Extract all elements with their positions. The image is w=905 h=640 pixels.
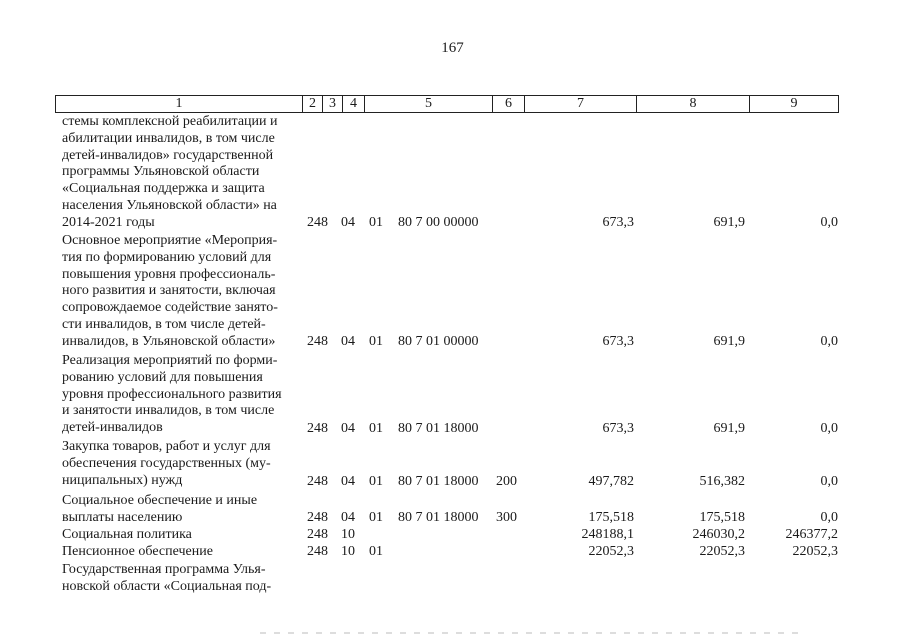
description-line: программы Ульяновской области	[62, 164, 260, 180]
cell-amount-1: 22052,3	[588, 544, 634, 559]
cell-section: 10	[341, 527, 355, 542]
cell-amount-1: 175,518	[588, 510, 634, 525]
cell-amount-2: 691,9	[713, 334, 745, 349]
header-col-3: 3	[322, 96, 342, 112]
cell-subsection: 01	[369, 544, 383, 559]
description-line: 2014-2021 годы	[62, 214, 155, 230]
description-line: Государственная программа Улья-	[62, 562, 266, 577]
cell-amount-2: 516,382	[699, 474, 745, 489]
header-col-8: 8	[636, 96, 749, 112]
cell-amount-3: 0,0	[820, 474, 838, 489]
description-line: Реализация мероприятий по форми-	[62, 353, 278, 368]
cell-subsection: 01	[369, 421, 383, 436]
description-line: обеспечения государственных (му-	[62, 455, 271, 471]
description-line: ного развития и занятости, включая	[62, 283, 276, 299]
cell-section: 04	[341, 421, 355, 436]
cell-subsection: 01	[369, 334, 383, 349]
description-line: и занятости инвалидов, в том числе	[62, 403, 275, 419]
cell-admin-code: 248	[307, 474, 328, 489]
cell-subsection: 01	[369, 510, 383, 525]
page-number: 167	[441, 40, 464, 56]
cell-amount-3: 22052,3	[792, 544, 838, 559]
table-header	[55, 95, 839, 113]
description-line: Социальное обеспечение и иные	[62, 493, 258, 508]
cell-admin-code: 248	[307, 334, 328, 349]
description-line: инвалидов, в Ульяновской области»	[62, 333, 276, 349]
cell-section: 04	[341, 510, 355, 525]
cell-amount-1: 248188,1	[581, 527, 634, 542]
description-line: тия по формированию условий для	[62, 249, 272, 265]
description-line: повышения уровня профессиональ-	[62, 266, 276, 282]
row-description	[62, 527, 295, 544]
cell-amount-2: 691,9	[713, 421, 745, 436]
cell-target-article: 80 7 01 00000	[398, 334, 479, 349]
header-col-4: 4	[342, 96, 364, 112]
description-line: рованию условий для повышения	[62, 369, 263, 385]
header-col-5: 5	[364, 96, 492, 112]
cell-section: 04	[341, 334, 355, 349]
cell-target-article: 80 7 01 18000	[398, 510, 479, 525]
cell-subsection: 01	[369, 215, 383, 230]
cell-amount-1: 497,782	[588, 474, 634, 489]
description-line: Закупка товаров, работ и услуг для	[62, 439, 271, 454]
row-description	[62, 439, 295, 489]
cell-admin-code: 248	[307, 544, 328, 559]
cell-amount-3: 0,0	[820, 215, 838, 230]
header-col-1: 1	[175, 96, 183, 111]
row-description	[62, 562, 295, 596]
cell-amount-3: 246377,2	[785, 527, 838, 542]
description-line: детей-инвалидов» государственной	[62, 147, 274, 163]
row-description	[62, 353, 295, 437]
description-line: населения Ульяновской области» на	[62, 197, 277, 213]
description-line: абилитации инвалидов, в том числе	[62, 130, 275, 146]
cell-subsection: 01	[369, 474, 383, 489]
cell-section: 04	[341, 474, 355, 489]
cell-amount-2: 691,9	[713, 215, 745, 230]
cell-admin-code: 248	[307, 215, 328, 230]
cell-amount-2: 22052,3	[699, 544, 745, 559]
cell-amount-1: 673,3	[602, 334, 634, 349]
header-col-7: 7	[524, 96, 636, 112]
scan-artifact	[260, 632, 800, 634]
header-col-6: 6	[492, 96, 524, 112]
cell-section: 04	[341, 215, 355, 230]
header-col-9: 9	[749, 96, 838, 112]
description-line: детей-инвалидов	[62, 420, 163, 436]
cell-amount-1: 673,3	[602, 215, 634, 230]
cell-section: 10	[341, 544, 355, 559]
cell-admin-code: 248	[307, 527, 328, 542]
row-description	[62, 544, 295, 561]
row-description	[62, 233, 295, 351]
cell-amount-2: 175,518	[699, 510, 745, 525]
cell-amount-3: 0,0	[820, 334, 838, 349]
description-line: «Социальная поддержка и защита	[62, 181, 265, 197]
row-description	[62, 493, 295, 527]
description-line: Основное мероприятие «Мероприя-	[62, 233, 278, 248]
cell-target-article: 80 7 01 18000	[398, 474, 479, 489]
description-line: Социальная политика	[62, 527, 192, 542]
description-line: сопровождаемое содействие занято-	[62, 300, 278, 316]
cell-amount-1: 673,3	[602, 421, 634, 436]
cell-expense-type: 300	[496, 510, 517, 525]
cell-target-article: 80 7 01 18000	[398, 421, 479, 436]
cell-admin-code: 248	[307, 510, 328, 525]
cell-amount-3: 0,0	[820, 421, 838, 436]
description-line: Пенсионное обеспечение	[62, 544, 213, 559]
row-description	[62, 114, 295, 232]
cell-admin-code: 248	[307, 421, 328, 436]
header-col-2: 2	[302, 96, 322, 112]
description-line: новской области «Социальная под-	[62, 578, 272, 594]
cell-amount-3: 0,0	[820, 510, 838, 525]
description-line: ниципальных) нужд	[62, 472, 183, 488]
cell-amount-2: 246030,2	[692, 527, 745, 542]
description-line: стемы комплексной реабилитации и	[62, 114, 278, 129]
description-line: выплаты населению	[62, 509, 183, 525]
cell-target-article: 80 7 00 00000	[398, 215, 479, 230]
description-line: уровня профессионального развития	[62, 386, 282, 402]
cell-expense-type: 200	[496, 474, 517, 489]
description-line: сти инвалидов, в том числе детей-	[62, 316, 266, 332]
